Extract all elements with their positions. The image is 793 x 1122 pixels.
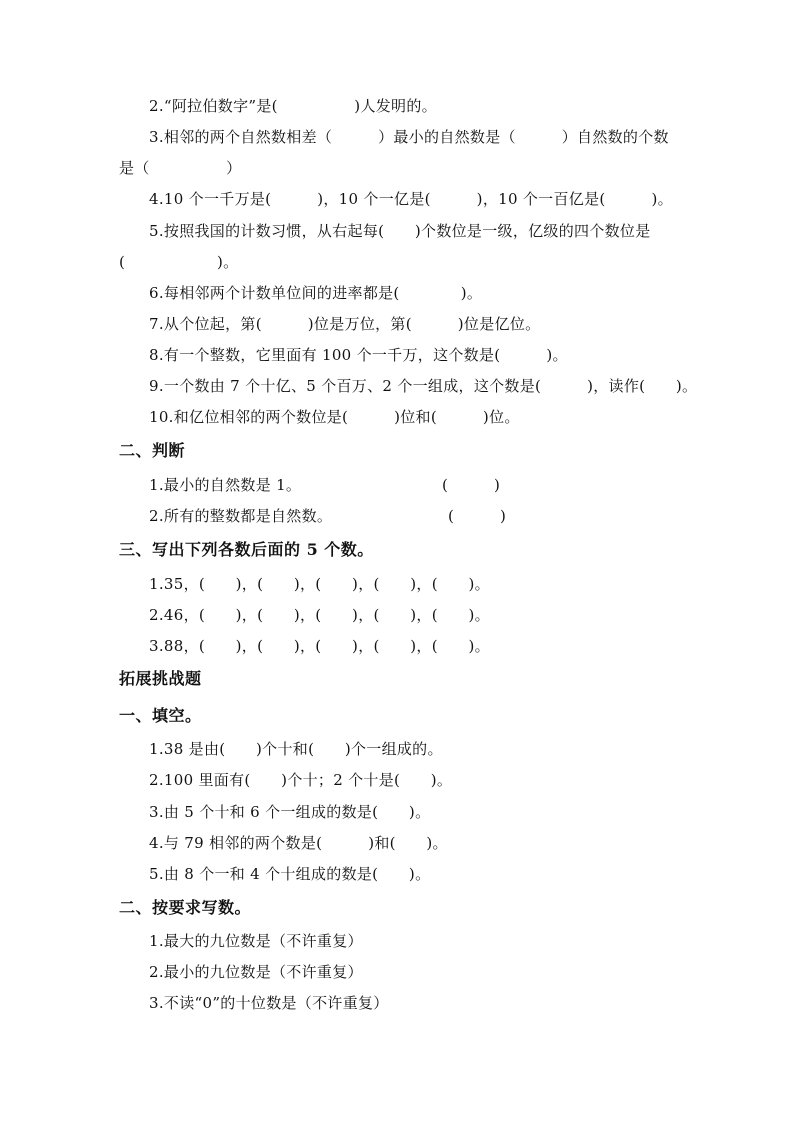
fill-question-2: 2.“阿拉伯数字”是( )人发明的。 [149,97,437,115]
judge-question-1: 1.最小的自然数是 1。 [149,476,302,494]
fill-question-8: 8.有一个整数，它里面有 100 个一千万，这个数是( )。 [149,346,568,364]
challenge-write-question-1: 1.最大的九位数是（不许重复） [149,932,363,950]
fill-question-4: 4.10 个一千万是( )，10 个一亿是( )，10 个一百亿是( )。 [149,190,673,208]
fill-question-5-cont: ( )。 [119,253,239,271]
fill-question-9: 9.一个数由 7 个十亿、5 个百万、2 个一组成，这个数是( )，读作( )。 [149,377,698,395]
challenge-fill-question-4: 4.与 79 相邻的两个数是( )和( )。 [149,834,448,852]
fill-question-7: 7.从个位起，第( )位是万位，第( )位是亿位。 [149,315,541,333]
write-next-question-3: 3.88，( )，( )，( )，( )，( )。 [149,637,490,655]
write-next-question-1: 1.35，( )，( )，( )，( )，( )。 [149,575,490,593]
judge-heading: 二、判断 [119,441,186,460]
judge-answer-bracket-2[interactable]: ( ) [448,507,507,525]
challenge-fill-question-5: 5.由 8 个一和 4 个十组成的数是( )。 [149,865,431,883]
challenge-title: 拓展挑战题 [119,669,202,688]
challenge-fill-question-1: 1.38 是由( )个十和( )个一组成的。 [149,740,443,758]
challenge-write-question-3: 3.不读“0”的十位数是（不许重复） [149,994,389,1012]
fill-question-6: 6.每相邻两个计数单位间的进率都是( )。 [149,284,483,302]
challenge-fill-question-2: 2.100 里面有( )个十；2 个十是( )。 [149,771,453,789]
judge-question-2: 2.所有的整数都是自然数。 [149,507,333,525]
challenge-fill-heading: 一、填空。 [119,706,202,725]
write-next-question-2: 2.46，( )，( )，( )，( )，( )。 [149,606,490,624]
fill-question-10: 10.和亿位相邻的两个数位是( )位和( )位。 [149,408,520,426]
challenge-write-question-2: 2.最小的九位数是（不许重复） [149,963,363,981]
judge-answer-bracket-1[interactable]: ( ) [442,476,501,494]
fill-question-3: 3.相邻的两个自然数相差（ ）最小的自然数是（ ）自然数的个数 [149,128,669,146]
write-next-heading: 三、写出下列各数后面的 5 个数。 [119,540,374,559]
challenge-fill-question-3: 3.由 5 个十和 6 个一组成的数是( )。 [149,803,431,821]
fill-question-5: 5.按照我国的计数习惯，从右起每( )个数位是一级，亿级的四个数位是 [149,222,651,240]
challenge-write-heading: 二、按要求写数。 [119,898,252,917]
fill-question-3-cont: 是（ ） [119,159,242,177]
